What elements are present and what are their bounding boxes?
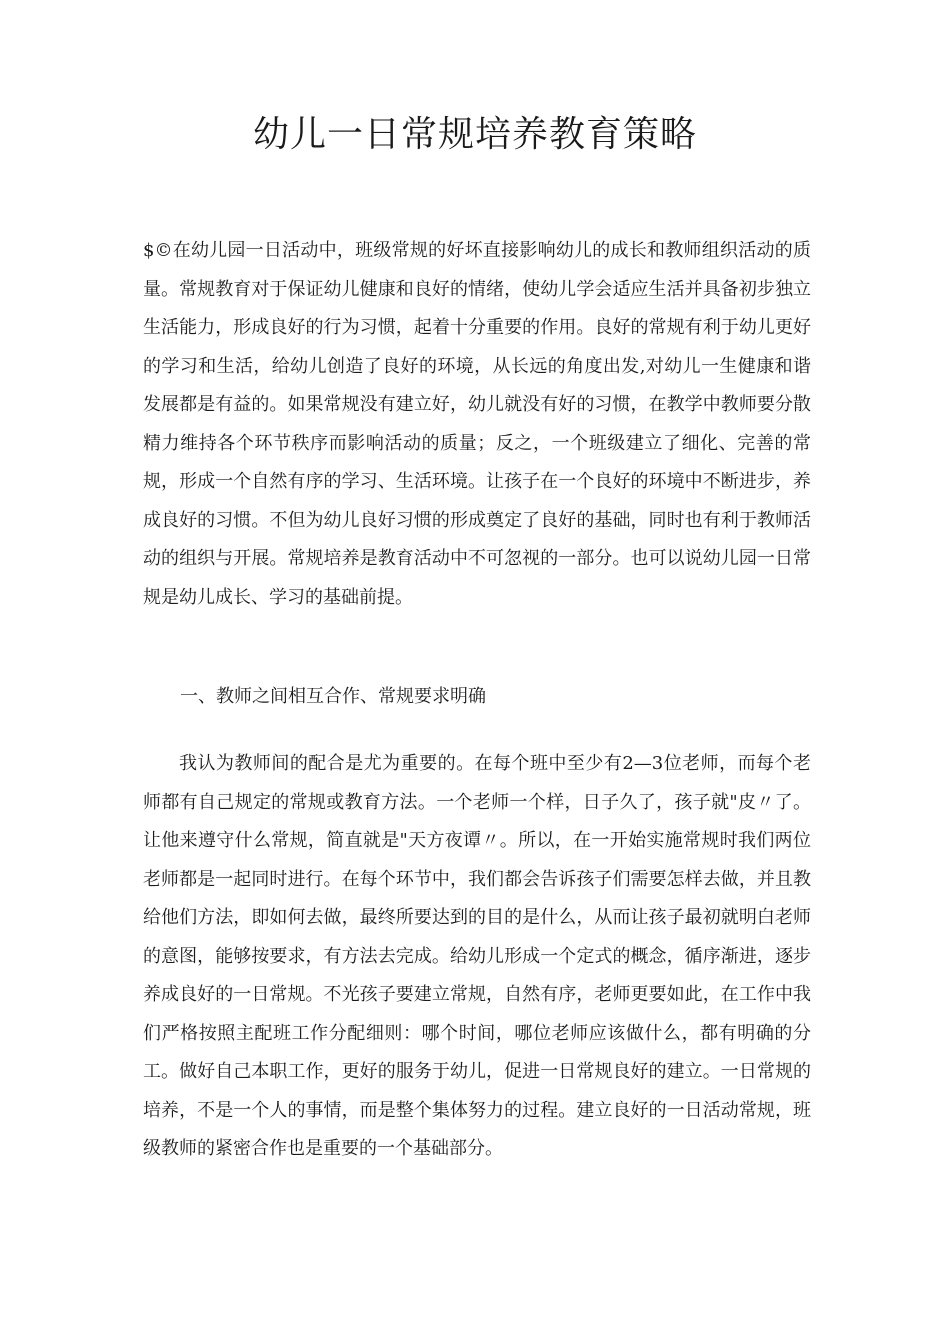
intro-paragraph: $©在幼儿园一日活动中，班级常规的好坏直接影响幼儿的成长和教师组织活动的质量。常规教育对于保证幼儿健康和良好的情绪，使幼儿学会适应生活并具备初步独立生活能力，形成良好的行为习惯，起着十分重要的作用。良好的常规有利于幼儿更好的学习和生活，给幼儿创造了良好的环境，从长远的角度出发,对幼儿一生健康和谐发展都是有益的。如果常规没有建立好，幼儿就没有好的习惯，在教学中教师要分散精力维持各个环节秩序而影响活动的质量；反之，一个班级建立了细化、完善的常规，形成一个自然有序的学习、生活环境。让孩子在一个良好的环境中不断进步，养成良好的习惯。不但为幼儿良好习惯的形成奠定了良好的基础，同时也有利于教师活动的组织与开展。常规培养是教育活动中不可忽视的一部分。也可以说幼儿园一日常规是幼儿成长、学习的基础前提。 (143, 240, 811, 608)
document-title: 幼儿一日常规培养教育策略 (252, 114, 697, 155)
section-heading: 一、教师之间相互合作、常规要求明确 (180, 686, 486, 707)
section-paragraph: 我认为教师间的配合是尤为重要的。在每个班中至少有2—3位老师，而每个老师都有自己规定的常规或教育方法。一个老师一个样，日子久了，孩子就"皮〃了。让他来遵守什么常规，简直就是"天方夜谭〃。所以，在一开始实施常规时我们两位老师都是一起同时进行。在每个环节中，我们都会告诉孩子们需要怎样去做，并且教给他们方法，即如何去做，最终所要达到的目的是什么，从而让孩子最初就明白老师的意图，能够按要求，有方法去完成。给幼儿形成一个定式的概念，循序渐进，逐步养成良好的一日常规。不光孩子要建立常规，自然有序，老师更要如此，在工作中我们严格按照主配班工作分配细则：哪个时间，哪位老师应该做什么，都有明确的分工。做好自己本职工作，更好的服务于幼儿，促进一日常规良好的建立。一日常规的培养，不是一个人的事情，而是整个集体努力的过程。建立良好的一日活动常规，班级教师的紧密合作也是重要的一个基础部分。 (143, 753, 811, 1159)
